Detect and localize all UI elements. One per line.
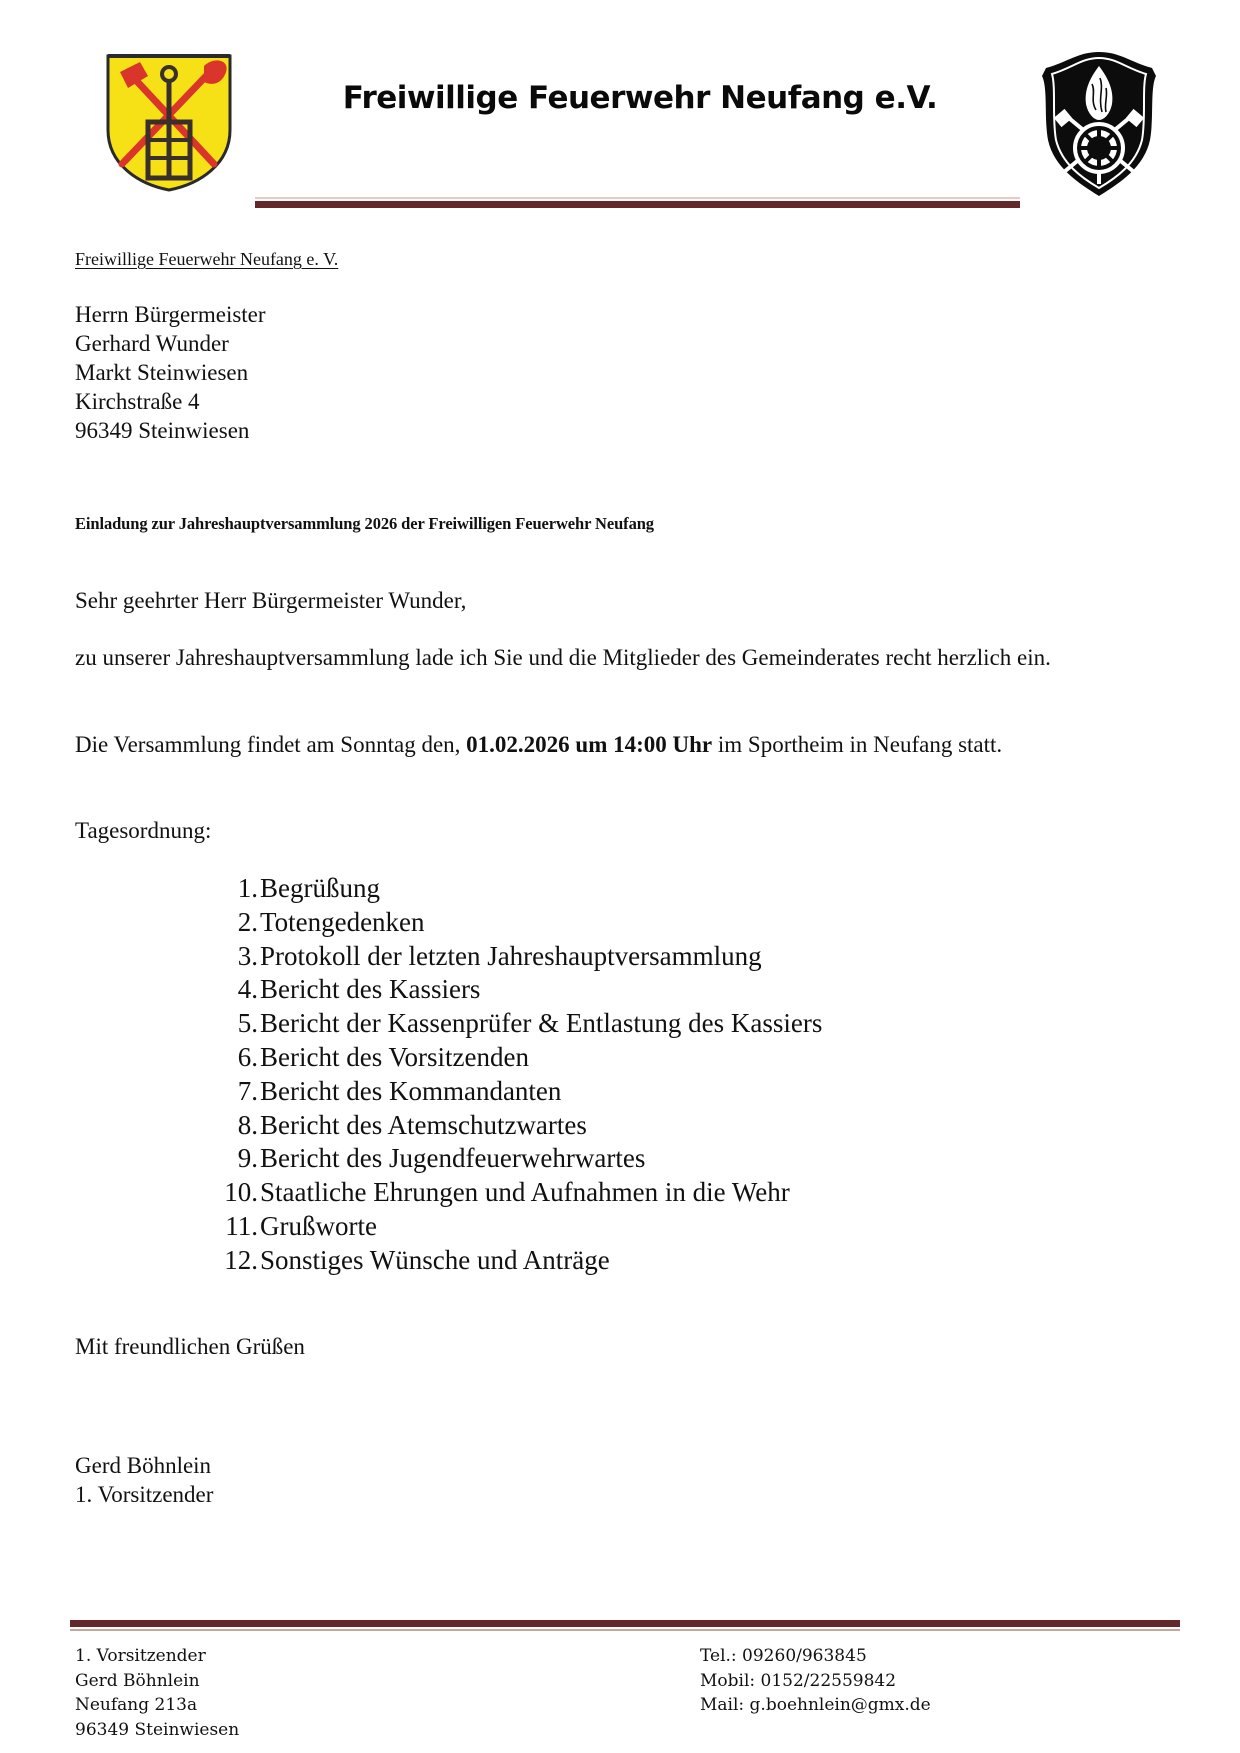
closing-greeting: Mit freundlichen Grüßen <box>75 1334 305 1359</box>
sender-line: Freiwillige Feuerwehr Neufang e. V. <box>75 249 339 269</box>
agenda-item <box>200 1244 822 1278</box>
footer-line: 96349 Steinwiesen <box>75 1719 240 1740</box>
address-line: Herrn Bürgermeister <box>75 302 266 327</box>
agenda-text: Bericht des Atemschutzwartes <box>260 1109 587 1140</box>
agenda-text: Staatliche Ehrungen und Aufnahmen in die Wehr <box>260 1177 790 1208</box>
meeting-suffix: im Sportheim in Neufang statt. <box>712 732 1003 757</box>
organization-title: Freiwillige Feuerwehr Neufang e.V. <box>342 80 938 116</box>
agenda-number: 6. <box>237 1041 258 1072</box>
agenda-item <box>200 1007 822 1041</box>
address-line: Markt Steinwiesen <box>75 360 249 385</box>
agenda-text: Sonstiges Wünsche und Anträge <box>260 1244 610 1275</box>
agenda-number: 2. <box>237 906 258 937</box>
agenda-item <box>200 1109 822 1143</box>
agenda-label: Tagesordnung: <box>75 818 212 843</box>
meeting-datetime: 01.02.2026 um 14:00 Uhr <box>466 732 713 757</box>
address-line: Kirchstraße 4 <box>75 389 200 414</box>
footer-mobile: Mobil: 0152/22559842 <box>700 1670 897 1691</box>
agenda-item <box>200 1041 822 1075</box>
agenda-text: Bericht des Kommandanten <box>260 1075 562 1106</box>
agenda-text: Bericht des Vorsitzenden <box>260 1041 529 1072</box>
address-line: 96349 Steinwiesen <box>75 418 250 443</box>
agenda-text: Begrüßung <box>260 873 380 903</box>
agenda-text: Bericht des Jugendfeuerwehrwartes <box>260 1143 646 1174</box>
agenda-text: Grußworte <box>260 1210 377 1241</box>
agenda-number: 1. <box>237 873 258 903</box>
footer-line: 1. Vorsitzender <box>75 1646 206 1666</box>
signatory-name: Gerd Böhnlein <box>75 1453 212 1478</box>
meeting-paragraph <box>75 730 1115 760</box>
agenda-text: Bericht des Kassiers <box>260 974 481 1005</box>
signatory-role: 1. Vorsitzender <box>75 1482 214 1507</box>
footer-phone: Tel.: 09260/963845 <box>700 1646 867 1666</box>
address-line: Gerhard Wunder <box>75 331 229 356</box>
agenda-item <box>200 940 822 974</box>
footer-line: Gerd Böhnlein <box>75 1670 200 1691</box>
agenda-item <box>200 1176 822 1210</box>
agenda-number: 9. <box>237 1143 258 1174</box>
agenda-text: Totengedenken <box>260 906 425 937</box>
municipal-coat-of-arms-logo <box>104 52 234 192</box>
agenda-number: 3. <box>237 940 258 971</box>
agenda-number: 4. <box>237 974 258 1005</box>
agenda-number: 7. <box>237 1075 258 1106</box>
agenda-number: 10. <box>224 1177 258 1208</box>
salutation: Sehr geehrter Herr Bürgermeister Wunder, <box>75 588 467 613</box>
agenda-item <box>200 872 822 906</box>
fire-brigade-emblem-logo <box>1038 48 1160 198</box>
agenda-item <box>200 973 822 1007</box>
footer-email: Mail: g.boehnlein@gmx.de <box>700 1695 931 1715</box>
meeting-prefix: Die Versammlung findet am Sonntag den, <box>75 732 467 757</box>
agenda-text: Bericht der Kassenprüfer & Entlastung des Kassiers <box>260 1008 823 1039</box>
agenda-item <box>200 906 822 940</box>
agenda-item <box>200 1210 822 1244</box>
recipient-address <box>75 300 266 445</box>
agenda-list <box>200 872 822 1278</box>
invitation-paragraph: zu unserer Jahreshauptversammlung lade ich Sie und die Mitglieder des Gemeinderates recht herzlich ein. <box>75 645 1051 670</box>
agenda-text: Protokoll der letzten Jahreshauptversammlung <box>260 940 762 971</box>
footer-line: Neufang 213a <box>75 1695 198 1715</box>
agenda-number: 12. <box>224 1244 258 1275</box>
header-divider <box>255 197 1020 209</box>
agenda-number: 8. <box>237 1109 258 1140</box>
subject-line: Einladung zur Jahreshauptversammlung 2026 der Freiwilligen Feuerwehr Neufang <box>75 514 654 533</box>
agenda-item <box>200 1075 822 1109</box>
agenda-item <box>200 1142 822 1176</box>
footer-address <box>75 1644 239 1742</box>
agenda-number: 5. <box>237 1008 258 1039</box>
signature-block <box>75 1451 213 1509</box>
agenda-number: 11. <box>225 1210 258 1241</box>
footer-divider <box>70 1620 1180 1632</box>
footer-contact <box>700 1644 931 1718</box>
